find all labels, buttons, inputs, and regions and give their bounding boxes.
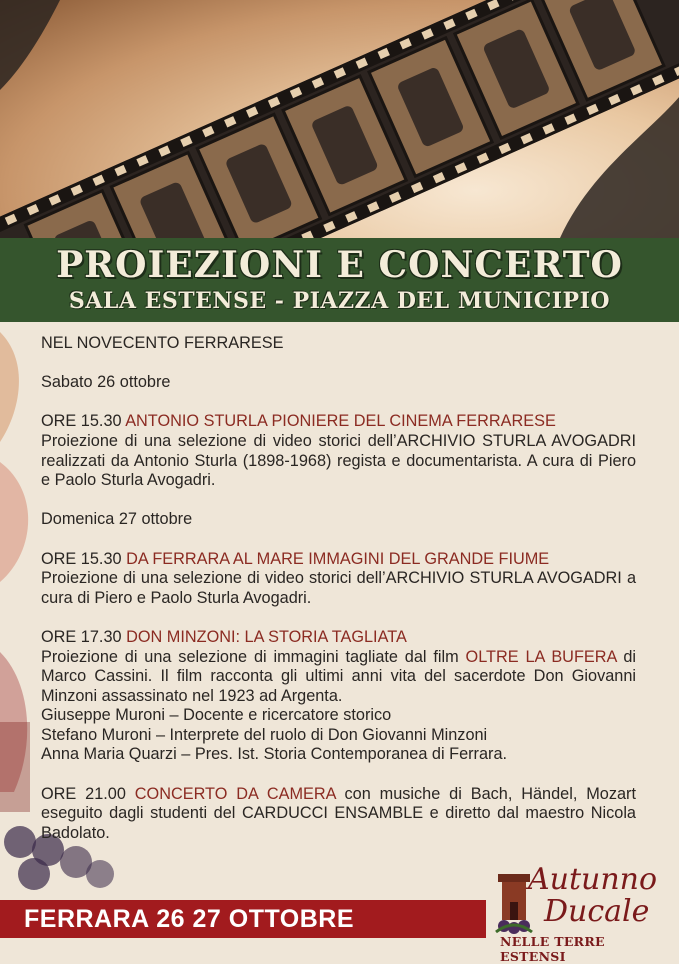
event-3-description: Proiezione di una selezione di immagini tagliate dal film OLTRE LA BUFERA di Marco Cassini. Il film racconta gli ultimi anni vita del sacerdote Don Giovanni Minzoni assassinato nel 1923 ad Argenta. xyxy=(41,647,636,705)
film-title: OLTRE LA BUFERA xyxy=(465,647,617,666)
event-3-guest: Giuseppe Muroni – Docente e ricercatore storico xyxy=(41,706,392,725)
event-4-time: ORE 21.00 xyxy=(41,784,135,803)
event-3-time: ORE 17.30 xyxy=(41,627,127,646)
event-1-description: Proiezione di una selezione di video storici dell’ARCHIVIO STURLA AVOGADRI realizzati da Antonio Sturla (1898-1968) regista e documentarista. A cura di Piero e Paolo Sturla Avogadri. xyxy=(41,431,636,490)
event-3-guest: Anna Maria Quarzi – Pres. Ist. Storia Contemporanea di Ferrara. xyxy=(41,745,508,764)
logo-word-autunno: Autunno xyxy=(528,862,658,897)
event-3-title: DON MINZONI: LA STORIA TAGLIATA xyxy=(126,627,407,646)
event-4-description: con musiche di Bach, Händel, Mozart eseguito dagli studenti del CARDUCCI ENSAMBLE e diretto dal maestro Nicola Badolato. xyxy=(41,784,636,842)
day-saturday: Sabato 26 ottobre xyxy=(41,373,171,392)
event-1-title: ANTONIO STURLA PIONIERE DEL CINEMA FERRARESE xyxy=(125,412,556,431)
program-text xyxy=(41,334,636,843)
film-strip-illustration xyxy=(0,0,679,238)
event-2-title: DA FERRARA AL MARE IMMAGINI DEL GRANDE FIUME xyxy=(126,549,550,568)
film-strip-header-image xyxy=(0,0,679,238)
poster-title: PROIEZIONI E CONCERTO xyxy=(56,244,623,286)
logo-word-ducale: Ducale xyxy=(544,894,650,929)
logo-tagline: NELLE TERRE ESTENSI xyxy=(500,934,605,964)
event-2-time: ORE 15.30 xyxy=(41,549,127,568)
program-heading: NEL NOVECENTO FERRARESE xyxy=(41,334,284,352)
autunno-ducale-logo xyxy=(494,858,674,964)
dates-banner xyxy=(0,900,486,938)
event-dates: FERRARA 26 27 OTTOBRE xyxy=(24,905,355,933)
day-sunday: Domenica 27 ottobre xyxy=(41,510,193,529)
event-4-title: CONCERTO DA CAMERA xyxy=(134,784,336,803)
event-1-time: ORE 15.30 xyxy=(41,412,126,431)
title-banner xyxy=(0,238,679,322)
event-3-guest: Stefano Muroni – Interprete del ruolo di Don Giovanni Minzoni xyxy=(41,725,488,744)
event-1-header xyxy=(41,412,636,432)
poster-venue: SALA ESTENSE - PIAZZA DEL MUNICIPIO xyxy=(68,288,611,314)
event-3-header xyxy=(41,628,636,648)
event-2-description: Proiezione di una selezione di video storici dell’ARCHIVIO STURLA AVOGADRI a cura di Piero e Paolo Sturla Avogadri. xyxy=(41,569,636,607)
event-4 xyxy=(41,785,636,844)
event-2-header xyxy=(41,550,636,570)
